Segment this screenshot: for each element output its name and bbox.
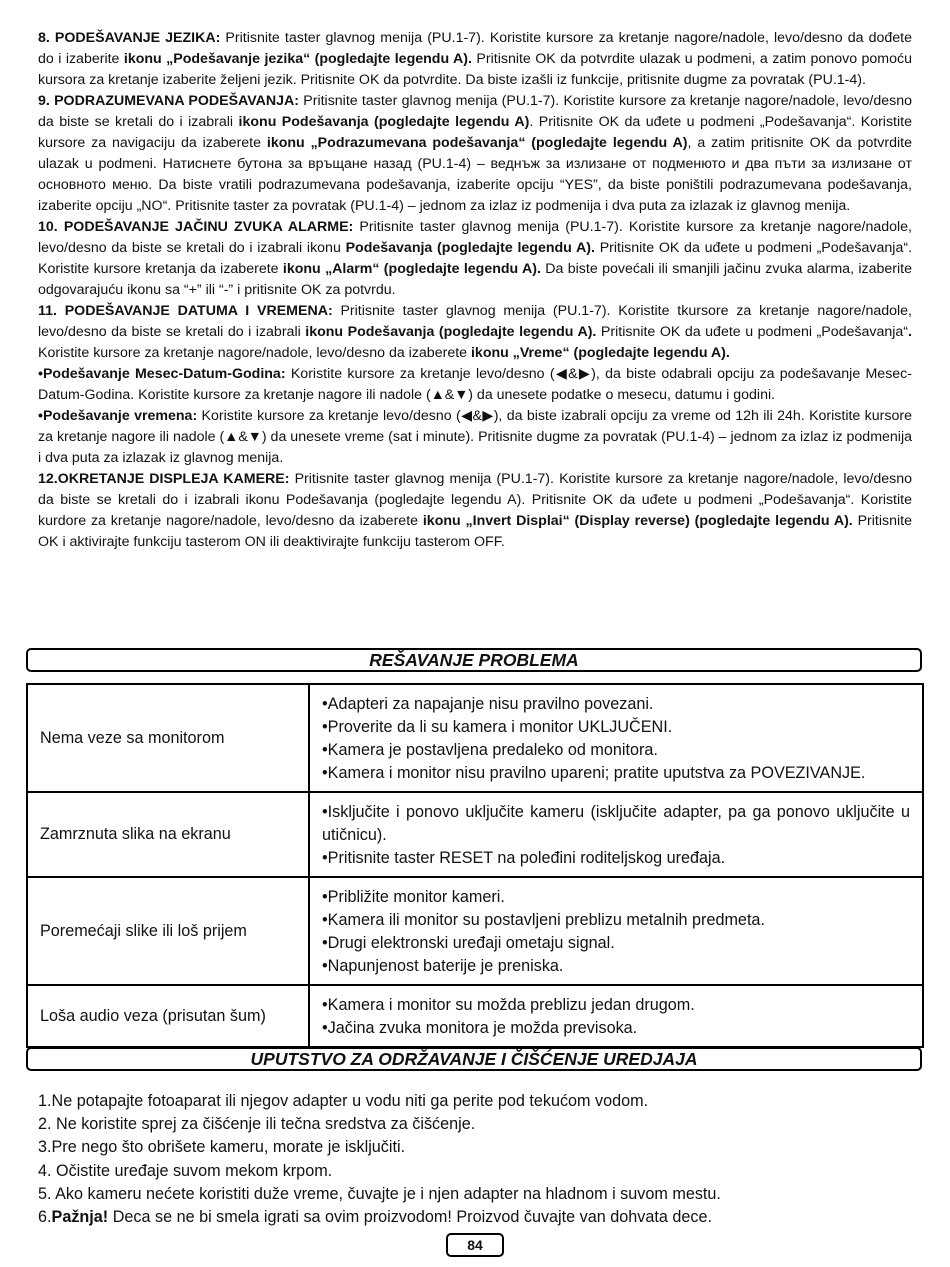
paragraph-default-settings (38, 91, 912, 217)
bold-text-run: •Podešavanje vremena: (38, 408, 198, 424)
bold-text-run: 12.OKRETANJE DISPLEJA KAMERE: (38, 471, 290, 487)
paragraph-month-date-year (38, 364, 912, 406)
bold-text-run: 8. PODEŠAVANJE JEZIKA: (38, 30, 221, 46)
table-row (27, 792, 923, 877)
solutions-cell (309, 985, 923, 1047)
list-item (38, 1090, 918, 1113)
bold-text-run: 11. PODEŠAVANJE DATUMA I VREMENA: (38, 303, 333, 319)
warning-label: Pažnja! (51, 1208, 109, 1227)
bold-text-run: ikonu „Invert Displai“ (Display reverse) (pogledajte legendu A). (422, 513, 853, 529)
paragraph-time-setting (38, 406, 912, 469)
text-run: Pritisnite taster glavnog menija (PU.1-7). Koristite kursore za kretanje nagore/nadole, levo/desno da biste se kretali do i izabrali (38, 93, 912, 130)
paragraph-language-setting (38, 28, 912, 91)
bold-text-run: ikonu „Vreme“ (pogledajte legendu A). (470, 345, 730, 361)
bold-text-run: ikonu Podešavanja (pogledajte legendu A). (305, 324, 597, 340)
text-run: Pritisnite taster glavnog menija (PU.1-7). Koristite kursore za kretanje nagore/nadole, levo/desno da biste se kretali do i izabrali ikonu (38, 219, 912, 256)
text-run: , a zatim pritisnite OK da potvrdite ulazak u podmeni. Натиснете бутона за връщане назад (PU.1-4) – веднъж за излизане от подменюто и два пъти за излизане от основното меню. Da biste vratili podrazumevana podešavanja, izaberite opciju “YES”, da biste poništili podrazumevana podešavanja, izaberite opciju „NO“. Pritisnite taster za povratak (PU.1-4) – jednom za izlaz iz podmenija i dva puta za izlazak iz glavnog menija. (38, 135, 913, 214)
solution-item: •Pritisnite taster RESET na poleđini roditeljskog uređaja. (322, 849, 726, 867)
text-run: Koristite kursore za kretanje levo/desno (◀&▶), da biste odabrali opciju za podešavanje Mesec-Datum-Godina. Koristite kursore za kretanje nagore ili nadole (▲&▼) da unesete podatke o mesecu, datumu i godini. (38, 366, 912, 403)
text-run: Pritisnite OK da uđete u podmeni „Podešavanja“. Koristite kursore kretanja da izaberete (38, 240, 913, 277)
page-number: 84 (446, 1233, 504, 1257)
solution-item: •Napunjenost baterije je preniska. (322, 957, 564, 975)
table-row (27, 684, 923, 792)
bold-text-run: 10. PODEŠAVANJE JAČINU ZVUKA ALARME: (38, 219, 354, 235)
bold-text-run: Podešavanja (pogledajte legendu A). (345, 240, 595, 256)
item-text: 3.Pre nego što obrišete kameru, morate je isključiti. (38, 1138, 406, 1157)
list-item (38, 1113, 918, 1136)
bold-text-run: ikonu Podešavanja (pogledajte legendu A) (238, 114, 530, 130)
text-run: Pritisnite taster glavnog menija (PU.1-7). Koristite kursore za kretanje nagore/nadole, levo/desno da dođete do i izaberite (38, 30, 912, 67)
text-run: Pritisnite OK i aktivirajte funkciju tasterom ON ili deaktivirajte funkciju tasterom OFF. (38, 513, 912, 550)
solution-item: •Kamera i monitor su možda preblizu jedan drugom. (322, 996, 695, 1014)
troubleshooting-title: REŠAVANJE PROBLEMA (26, 648, 922, 672)
troubleshooting-table (26, 683, 924, 1048)
solutions-cell (309, 684, 923, 792)
bold-text-run: . (908, 324, 912, 340)
instructions-block (38, 28, 912, 553)
bold-text-run: ikonu „Podrazumevana podešavanja“ (pogledajte legendu A) (266, 135, 688, 151)
item-text: 2. Ne koristite sprej za čišćenje ili tečna sredstva za čišćenje. (38, 1115, 476, 1134)
solution-item: •Adapteri za napajanje nisu pravilno povezani. (322, 695, 654, 713)
problem-cell: Nema veze sa monitorom (27, 684, 309, 792)
maintenance-list (38, 1090, 918, 1229)
solution-item: •Jačina zvuka monitora je možda previsoka. (322, 1019, 638, 1037)
table-row (27, 985, 923, 1047)
text-run: Pritisnite taster glavnog menija (PU.1-7). Koristite kursore za kretanje nagore/nadole, levo/desno da biste se kretali do i izabrali ikonu Podešavanja (pogledajte legendu A). Pritisnite OK da uđete u podmeni „Podešavanja“. Koristite kurdore za kretanje nagore/nadole, levo/desno da izaberete (38, 471, 912, 529)
item-text: 6. (38, 1208, 52, 1227)
maintenance-title: UPUTSTVO ZA ODRŽAVANJE I ČIŠĆENJE UREDJAJA (26, 1047, 922, 1071)
item-text: 5. Ako kameru nećete koristiti duže vreme, čuvajte je i njen adapter na hladnom i suvom mestu. (38, 1184, 721, 1203)
solutions-cell (309, 792, 923, 877)
text-run: Koristite kursore za kretanje levo/desno (◀&▶), da biste izabrali opciju za vreme od 12h ili 24h. Koristite kursore za kretanje nagore ili nadole (▲&▼) da unesete vreme (sat i minute). Pritisnite dugme za povratak (PU.1-4) – jednom za izlaz iz podmenija i dva puta za izlazak iz glavnog menija. (38, 408, 912, 466)
text-run: Da biste povećali ili smanjili jačinu zvuka alarma, izaberite odgovarajuću ikonu sa “+” ili “-” i pritisnite OK za potvrdu. (38, 261, 912, 298)
text-run: Pritisnite OK da uđete u podmeni „Podešavanja“ (596, 324, 909, 340)
problem-cell: Zamrznuta slika na ekranu (27, 792, 309, 877)
paragraph-alarm-volume (38, 217, 912, 301)
text-run: Pritisnite taster glavnog menija (PU.1-7). Koristite tkursore za kretanje nagore/nadole, levo/desno da biste se kretali do i izabrali (38, 303, 912, 340)
bold-text-run: ikonu „Podešavanje jezika“ (pogledajte legendu A). (123, 51, 472, 67)
bold-text-run: ikonu „Alarm“ (pogledajte legendu A). (282, 261, 541, 277)
item-text: 1.Ne potapajte fotoaparat ili njegov adapter u vodu niti ga perite pod tekućom vodom. (38, 1092, 649, 1110)
list-item (38, 1160, 918, 1183)
solution-item: •Drugi elektronski uređaji ometaju signal. (322, 934, 615, 952)
text-run: . Pritisnite OK da uđete u podmeni „Podešavanja“. Koristite kursore za navigaciju da izaberete (38, 114, 912, 151)
list-item (38, 1183, 918, 1206)
table-row (27, 877, 923, 985)
solution-item: •Kamera ili monitor su postavljeni preblizu metalnih predmeta. (322, 911, 765, 929)
item-text: 4. Očistite uređaje suvom mekom krpom. (38, 1161, 333, 1180)
bold-text-run: 9. PODRAZUMEVANA PODEŠAVANJA: (38, 93, 300, 109)
solution-item: •Kamera i monitor nisu pravilno upareni; pratite uputstva za POVEZIVANJE. (322, 764, 866, 782)
solution-item: •Kamera je postavljena predaleko od monitora. (322, 741, 658, 759)
solution-item: •Isključite i ponovo uključite kameru (isključite adapter, pa ga ponovo uključite u utičnicu). (322, 803, 910, 844)
list-item (38, 1136, 918, 1159)
solutions-cell (309, 877, 923, 985)
solution-item: •Proverite da li su kamera i monitor UKLJUČENI. (322, 718, 673, 736)
paragraph-date-time (38, 301, 912, 364)
list-item (38, 1206, 918, 1229)
paragraph-display-flip (38, 469, 912, 553)
solution-item: •Približite monitor kameri. (322, 888, 505, 906)
problem-cell: Loša audio veza (prisutan šum) (27, 985, 309, 1047)
problem-cell: Poremećaji slike ili loš prijem (27, 877, 309, 985)
bold-text-run: •Podešavanje Mesec-Datum-Godina: (38, 366, 286, 382)
text-run: Koristite kursore za kretanje nagore/nadole, levo/desno da izaberete (38, 345, 471, 361)
text-run: Pritisnite OK da potvrdite ulazak u podmeni, a zatim ponovo pomoću kursora za kretanje izaberite željeni jezik. Pritisnite OK da potvrdite. Da biste izašli iz funkcije, pritisnite dugme za povratak (PU.1-4). (38, 51, 912, 88)
item-text: Deca se ne bi smela igrati sa ovim proizvodom! Proizvod čuvajte van dohvata dece. (108, 1208, 712, 1227)
